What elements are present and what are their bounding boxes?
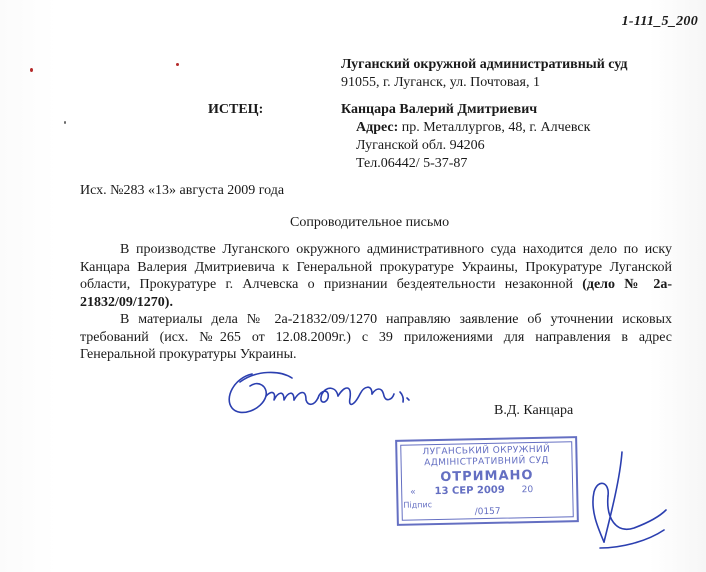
receipt-stamp xyxy=(395,436,579,526)
stamp-received-label: ОТРИМАНО xyxy=(440,468,534,485)
stamp-court-name-line2: АДМІНІСТРАТИВНИЙ СУД xyxy=(424,455,550,469)
body-paragraph-2 xyxy=(80,311,672,364)
plaintiff-address-label: Адрес: xyxy=(356,120,399,135)
body-line xyxy=(80,241,672,259)
body-text: требований (исх. №265 от 12.08.2009г.) с 39 приложениями для направления в адрес xyxy=(80,329,672,345)
document-id: 1-111_5_200 xyxy=(621,14,698,29)
body-text: В производстве Луганского окружного административного суда находится дело по иску xyxy=(120,242,672,257)
body-text: области, Прокуратуре г. Алчевска о признании бездеятельности незаконной xyxy=(80,277,573,292)
body-text: В материалы дела № 2а-21832/09/1270 направляю заявление об уточнении исковых xyxy=(120,312,672,327)
body-line xyxy=(80,311,672,329)
outgoing-reference: Исх. №283 «13» августа 2009 года xyxy=(80,183,285,198)
case-number: 21832/09/1270). xyxy=(80,294,173,310)
stamp-court-name-line1: ЛУГАНСЬКИЙ ОКРУЖНИЙ xyxy=(422,444,551,458)
recipient-address: 91055, г. Луганск, ул. Почтовая, 1 xyxy=(341,75,540,90)
plaintiff-label: ИСТЕЦ: xyxy=(208,102,264,117)
case-number: (дело № 2а- xyxy=(582,277,672,292)
stamp-date-open-quote: « xyxy=(410,487,416,498)
plaintiff-name: Канцара Валерий Дмитриевич xyxy=(341,102,538,117)
stamp-year-prefix: 20 xyxy=(521,485,534,496)
paper-speck xyxy=(176,63,179,66)
stamp-sign-label: Підпис xyxy=(403,500,433,510)
body-text: Канцара Валерия Дмитриевича к Генеральной прокуратуре Украины, Прокуратуре Луганской xyxy=(80,259,672,275)
stamp-registration-number: /0157 xyxy=(474,506,501,518)
body-line xyxy=(80,329,672,347)
signatory-name: В.Д. Канцара xyxy=(494,403,574,418)
body-line xyxy=(80,259,672,277)
paper-speck xyxy=(64,121,66,124)
body-line xyxy=(80,276,672,294)
body-line xyxy=(80,294,672,312)
paper-speck xyxy=(30,68,33,72)
plaintiff-address xyxy=(356,119,590,136)
recipient-court: Луганский окружной административный суд xyxy=(341,57,628,72)
stamp-handwritten-initial xyxy=(560,448,670,558)
body-line xyxy=(80,346,672,364)
letter-subject: Сопроводительное письмо xyxy=(290,215,450,230)
plaintiff-address-line2: Луганской обл. 94206 xyxy=(356,138,485,153)
body-paragraph-1 xyxy=(80,241,672,311)
plaintiff-address-line1: пр. Металлургов, 48, г. Алчевск xyxy=(398,120,591,135)
handwritten-signature xyxy=(222,364,422,424)
body-text: Генеральной прокуратуры Украины. xyxy=(80,347,297,362)
plaintiff-phone: Тел.06442/ 5-37-87 xyxy=(356,156,468,171)
stamp-date: 13 СЕР 2009 xyxy=(434,484,505,498)
